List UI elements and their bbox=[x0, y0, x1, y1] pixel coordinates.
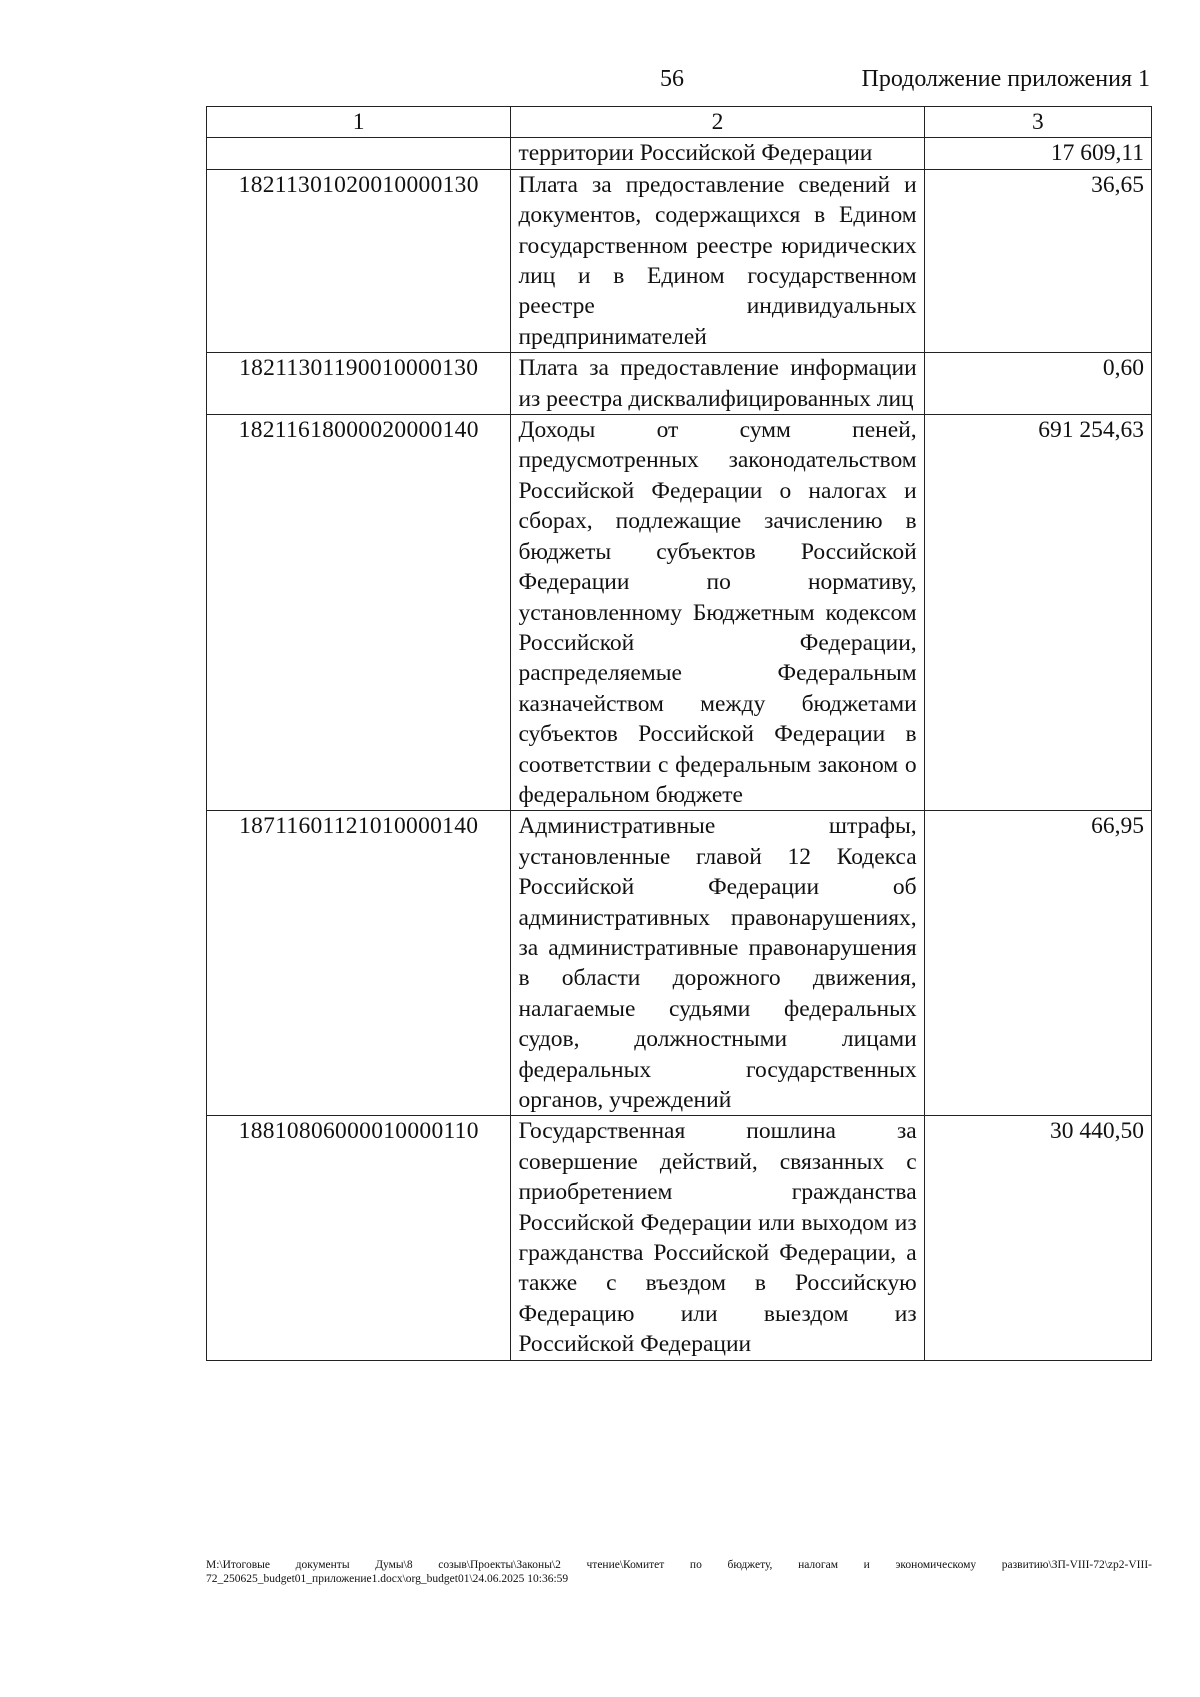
header-col-3: 3 bbox=[924, 107, 1151, 138]
row-description: Плата за предоставление информации из реестра дисквалифицированных лиц bbox=[511, 353, 924, 415]
row-amount: 691 254,63 bbox=[924, 415, 1151, 811]
row-description: Плата за предоставление сведений и документов, содержащихся в Едином государственном реестре юридических лиц и в Едином государственном реестре индивидуальных предпринимателей bbox=[511, 169, 924, 352]
row-code: 18711601121010000140 bbox=[207, 811, 511, 1116]
table-row bbox=[207, 415, 1152, 811]
table-row bbox=[207, 138, 1152, 169]
row-description: Доходы от сумм пеней, предусмотренных законодательством Российской Федерации о налогах и сборах, подлежащие зачислению в бюджеты субъектов Российской Федерации по нормативу, установленному Бюджетным кодексом Российской Федерации, распределяемые Федеральным казначейством между бюджетами субъектов Российской Федерации в соответствии с федеральным законом о федеральном бюджете bbox=[511, 415, 924, 811]
budget-table bbox=[206, 106, 1152, 1361]
table-row bbox=[207, 353, 1152, 415]
row-description: территории Российской Федерации bbox=[511, 138, 924, 169]
row-amount: 0,60 bbox=[924, 353, 1151, 415]
continuation-label: Продолжение приложения 1 bbox=[861, 66, 1150, 92]
table-header-row bbox=[207, 107, 1152, 138]
row-code: 18211301020010000130 bbox=[207, 169, 511, 352]
page-number: 56 bbox=[660, 66, 684, 92]
footer-file-path: M:\Итоговые документы Думы\8 созыв\Проекты\Законы\2 чтение\Комитет по бюджету, налогам и экономическому развитию\ЗП-VIII-72\zp2-VIII-72_250625_budget01_приложение1.docx\org_budget01\24.06.2025 10:36:59 bbox=[206, 1559, 1152, 1585]
row-code: 18211618000020000140 bbox=[207, 415, 511, 811]
row-description: Административные штрафы, установленные главой 12 Кодекса Российской Федерации об административных правонарушениях, за административные правонарушения в области дорожного движения, налагаемые судьями федеральных судов, должностными лицами федеральных государственных органов, учреждений bbox=[511, 811, 924, 1116]
table-row bbox=[207, 169, 1152, 352]
row-code: 18810806000010000110 bbox=[207, 1116, 511, 1360]
header-col-1: 1 bbox=[207, 107, 511, 138]
row-amount: 66,95 bbox=[924, 811, 1151, 1116]
row-code: 18211301190010000130 bbox=[207, 353, 511, 415]
header-col-2: 2 bbox=[511, 107, 924, 138]
row-amount: 17 609,11 bbox=[924, 138, 1151, 169]
row-amount: 36,65 bbox=[924, 169, 1151, 352]
table-row bbox=[207, 1116, 1152, 1360]
row-amount: 30 440,50 bbox=[924, 1116, 1151, 1360]
table-row bbox=[207, 811, 1152, 1116]
row-code bbox=[207, 138, 511, 169]
row-description: Государственная пошлина за совершение действий, связанных с приобретением гражданства Российской Федерации или выходом из гражданства Российской Федерации, а также с въездом в Российскую Федерацию или выездом из Российской Федерации bbox=[511, 1116, 924, 1360]
